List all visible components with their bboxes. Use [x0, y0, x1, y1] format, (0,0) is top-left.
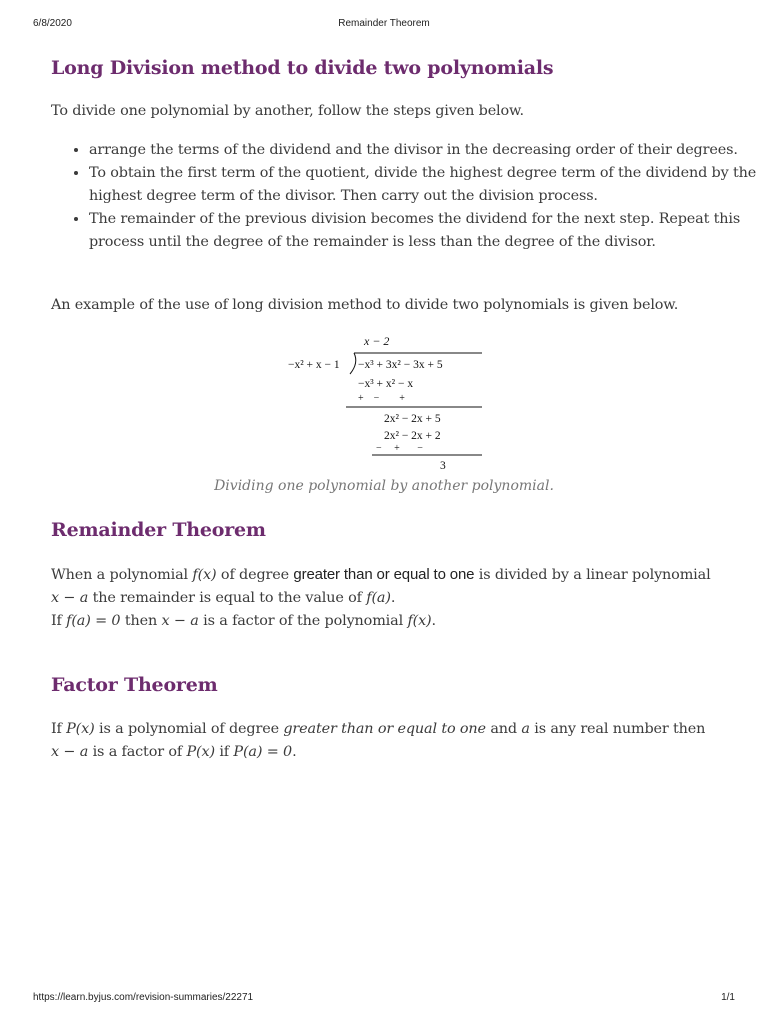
remainder2-text: 3 — [440, 460, 446, 472]
text-span: the remainder is equal to the value of — [88, 590, 367, 606]
text-span: is any real number then — [529, 721, 706, 737]
list-item: • To obtain the first term of the quotient, divide the highest degree term of the dividend by the highest degree term of the divisor. Then carry out the division process. — [89, 162, 768, 208]
math-expression: P(x) — [66, 721, 95, 737]
page-number: 1/1 — [721, 992, 735, 1003]
text-span: is divided by a linear polynomial — [474, 567, 711, 583]
list-item: • arrange the terms of the dividend and the divisor in the decreasing order of their degrees. — [89, 139, 768, 162]
text-span: is a factor of — [88, 744, 187, 760]
text-span: of degree — [216, 567, 294, 583]
print-header — [0, 18, 768, 32]
emphasis-text: greater than or equal to one — [293, 566, 475, 583]
math-expression: f(x) — [407, 613, 432, 629]
steps-list — [51, 139, 768, 254]
math-expression: x − a — [161, 613, 199, 629]
text-span: When a polynomial — [51, 567, 193, 583]
step2-text: 2x² − 2x + 2 — [384, 430, 441, 442]
divisor-text: −x² + x − 1 — [288, 359, 340, 371]
example-intro: An example of the use of long division method to divide two polynomials is given below. — [51, 297, 679, 313]
quotient-text: x − 2 — [364, 334, 390, 348]
math-expression: a — [521, 721, 530, 737]
long-division-intro: To divide one polynomial by another, follow the steps given below. — [51, 103, 524, 119]
dividend-text: −x³ + 3x² − 3x + 5 — [358, 359, 443, 371]
step1-text: −x³ + x² − x — [358, 378, 414, 390]
math-expression: P(x) — [186, 744, 215, 760]
remainder1-text: 2x² − 2x + 5 — [384, 413, 441, 425]
text-span: is a factor of the polynomial — [198, 613, 408, 629]
text-span: If — [51, 613, 67, 629]
long-division-figure — [284, 330, 488, 472]
text-span: and — [485, 721, 522, 737]
remainder-theorem-text — [51, 563, 731, 633]
long-division-diagram — [284, 330, 488, 472]
text-span: . — [390, 590, 396, 606]
text-span: . — [431, 613, 436, 629]
math-expression: P(a) = 0 — [233, 744, 293, 760]
text-span: then — [120, 613, 162, 629]
text-span: . — [292, 744, 297, 760]
print-date: 6/8/2020 — [33, 18, 72, 29]
math-expression: x − a — [51, 744, 89, 760]
math-expression: f(a) — [366, 590, 391, 606]
signs2-text: − + − — [376, 443, 423, 454]
math-expression: f(x) — [192, 567, 217, 583]
math-expression: x − a — [51, 590, 89, 606]
factor-theorem-text — [51, 718, 731, 764]
math-expression: f(a) = 0 — [66, 613, 121, 629]
remainder-theorem-heading: Remainder Theorem — [51, 519, 266, 541]
factor-theorem-heading: Factor Theorem — [51, 674, 218, 696]
text-span: is a polynomial of degree — [94, 721, 284, 737]
page-url: https://learn.byjus.com/revision-summaries/22271 — [33, 992, 254, 1003]
print-title: Remainder Theorem — [338, 18, 430, 29]
figure-caption: Dividing one polynomial by another polynomial. — [214, 478, 554, 494]
emphasis-text: greater than or equal to one — [283, 721, 486, 737]
signs1-text: + − + — [358, 393, 405, 404]
list-item: • The remainder of the previous division becomes the dividend for the next step. Repeat this process until the degree of the remainder is less than the degree of the divisor. — [89, 208, 768, 254]
long-division-heading: Long Division method to divide two polynomials — [51, 57, 554, 79]
division-bracket — [350, 353, 356, 374]
print-footer — [0, 992, 768, 1006]
text-span: if — [214, 744, 234, 760]
text-span: If — [51, 721, 67, 737]
